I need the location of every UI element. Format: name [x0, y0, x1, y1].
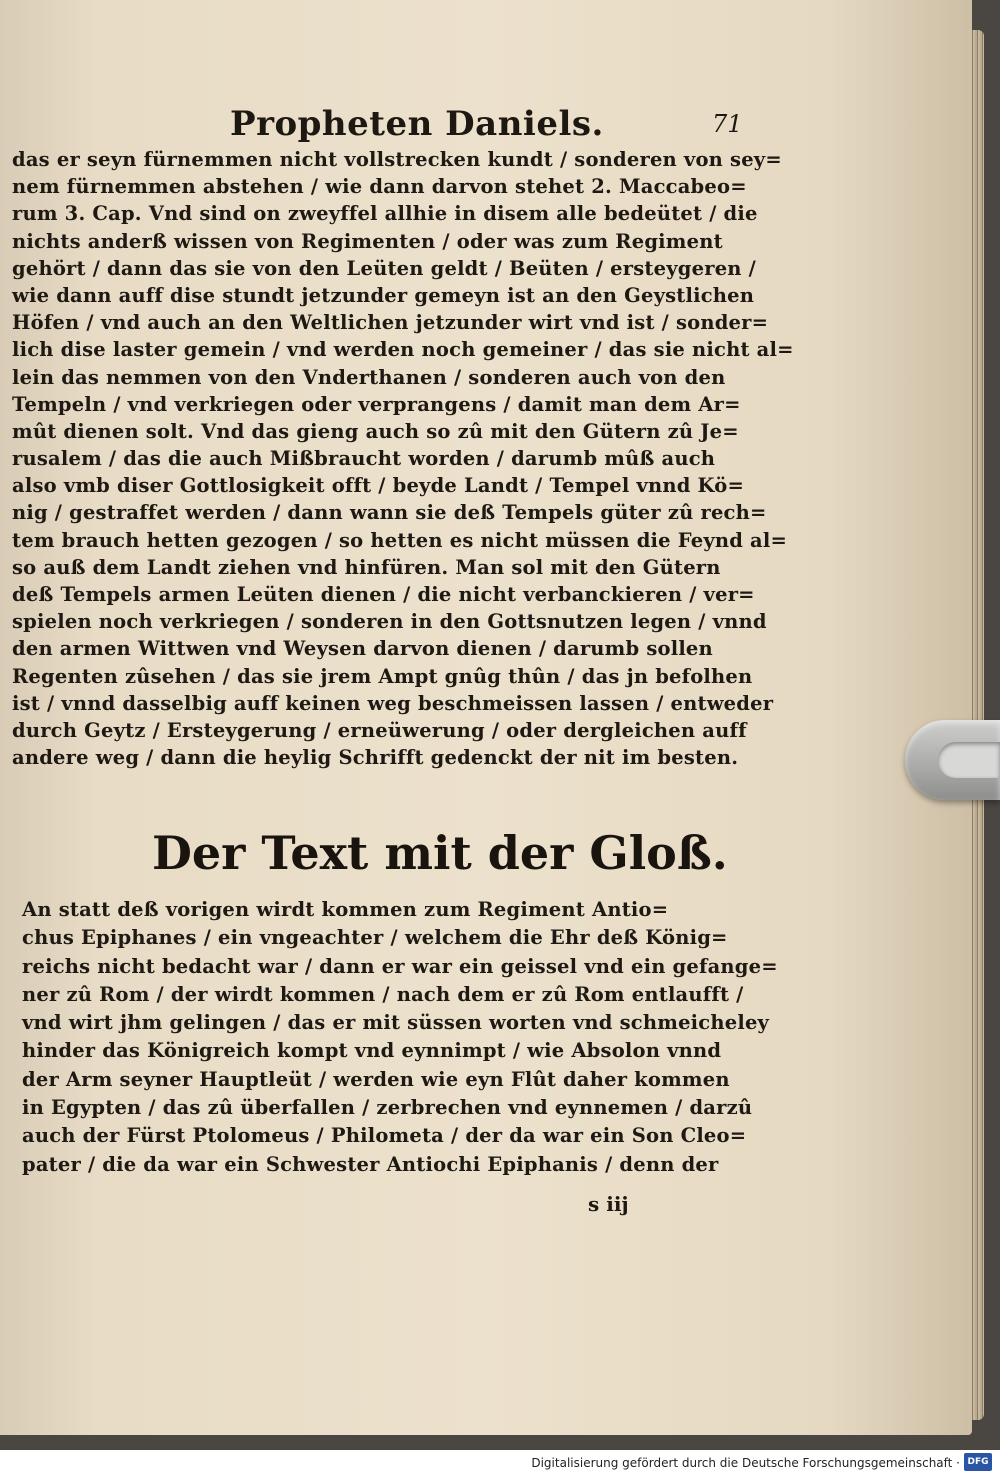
text-line: der Arm seyner Hauptleüt / werden wie eyn Flût daher kommen: [22, 1067, 730, 1091]
text-line: rusalem / das die auch Mißbraucht worden / darumb mûß auch: [12, 447, 716, 471]
text-line: chus Epiphanes / ein vngeachter / welchem die Ehr deß König=: [22, 926, 728, 950]
text-line: mût dienen solt. Vnd das gieng auch so zû mit den Gütern zû Je=: [12, 419, 739, 443]
text-line: nichts anderß wissen von Regimenten / oder was zum Regiment: [12, 229, 723, 253]
dfg-logo: DFG: [964, 1453, 992, 1471]
text-line: lich dise laster gemein / vnd werden noch gemeiner / das sie nicht al=: [12, 338, 794, 362]
text-line: Regenten zûsehen / das sie jrem Ampt gnûg thûn / das jn befolhen: [12, 664, 753, 688]
text-line: Tempeln / vnd verkriegen oder verprangens / damit man dem Ar=: [12, 392, 741, 416]
text-line: hinder das Königreich kompt vnd eynnimpt / wie Absolon vnnd: [22, 1039, 722, 1063]
text-line: in Egypten / das zû überfallen / zerbrechen vnd eynnemen / darzû: [22, 1096, 753, 1120]
text-line: rum 3. Cap. Vnd sind on zweyffel allhie in disem alle bedeütet / die: [12, 202, 758, 226]
page-header: [0, 100, 960, 150]
text-line: An statt deß vorigen wirdt kommen zum Regiment Antio=: [22, 898, 669, 921]
text-line: also vmb diser Gottlosigkeit offt / beyde Landt / Tempel vnnd Kö=: [12, 474, 745, 498]
text-line: reichs nicht bedacht war / dann er war ein geissel vnd ein gefange=: [22, 954, 778, 978]
section-text: [22, 896, 778, 1179]
text-line: den armen Wittwen vnd Weysen darvon dienen / darumb sollen: [12, 637, 713, 661]
text-line: ner zû Rom / der wirdt kommen / nach dem er zû Rom entlaufft /: [22, 982, 744, 1006]
text-line: durch Geytz / Ersteygerung / erneüwerung / oder dergleichen auff: [12, 718, 747, 742]
signature-mark: s iij: [588, 1192, 629, 1216]
funding-credit: Digitalisierung gefördert durch die Deutsche Forschungsgemeinschaft ·: [531, 1456, 960, 1470]
text-line: auch der Fürst Ptolomeus / Philometa / der da war ein Son Cleo=: [22, 1124, 747, 1148]
text-line: pater / die da war ein Schwester Antiochi Epiphanis / denn der: [22, 1152, 719, 1176]
page-number: 71: [712, 110, 743, 138]
text-line: Höfen / vnd auch an den Weltlichen jetzunder wirt vnd ist / sonder=: [12, 311, 769, 335]
text-line: das er seyn fürnemmen nicht vollstrecken kundt / sonderen von sey=: [12, 148, 782, 171]
text-line: nem fürnemmen abstehen / wie dann darvon stehet 2. Maccabeo=: [12, 175, 747, 199]
book-clip-hole: [938, 742, 1000, 778]
text-line: gehört / dann das sie von den Leüten geldt / Beüten / ersteygeren /: [12, 256, 756, 280]
text-line: wie dann auff dise stundt jetzunder gemeyn ist an den Geystlichen: [12, 283, 755, 307]
text-line: ist / vnnd dasselbig auff keinen weg beschmeissen lassen / entweder: [12, 691, 774, 715]
text-line: tem brauch hetten gezogen / so hetten es nicht müssen die Feynd al=: [12, 528, 788, 552]
text-line: deß Tempels armen Leüten dienen / die nicht verbanckieren / ver=: [12, 583, 755, 606]
text-line: spielen noch verkriegen / sonderen in den Gottsnutzen legen / vnnd: [12, 610, 767, 634]
section-heading: Der Text mit der Gloß.: [152, 826, 728, 880]
text-line: nig / gestraffet werden / dann wann sie deß Tempels güter zû rech=: [12, 501, 767, 525]
text-line: lein das nemmen von den Vnderthanen / sonderen auch von den: [12, 365, 726, 389]
text-line: so auß dem Landt ziehen vnd hinfüren. Man sol mit den Gütern: [12, 555, 721, 579]
text-line: vnd wirt jhm gelingen / das er mit süssen worten vnd schmeicheley: [22, 1011, 770, 1035]
body-text: [12, 146, 794, 771]
footer-bar: [0, 1450, 1000, 1477]
text-line: andere weg / dann die heylig Schrifft gedenckt der nit im besten.: [12, 746, 739, 770]
running-head: Propheten Daniels.: [230, 104, 604, 144]
